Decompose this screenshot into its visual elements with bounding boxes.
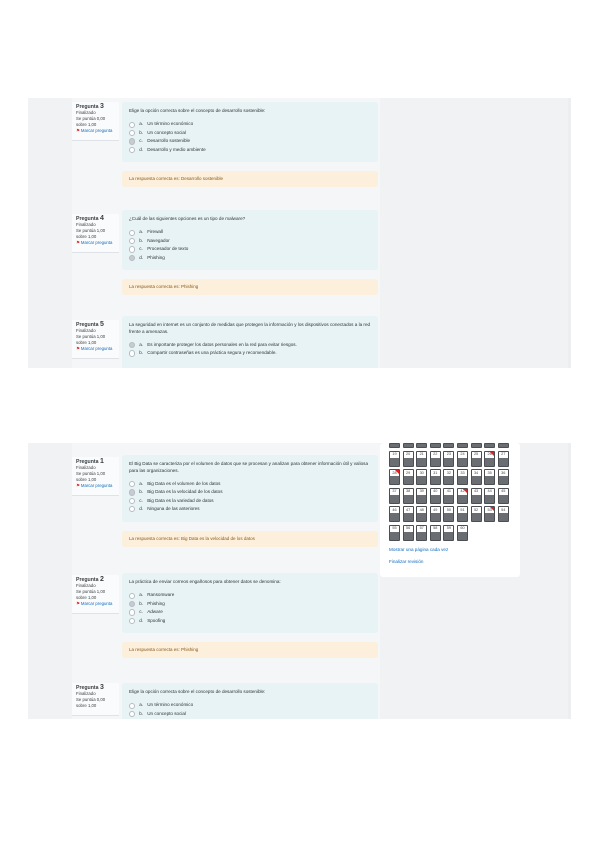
option-text: Desarrollo sostenible [147, 138, 191, 144]
option-letter: c. [139, 609, 143, 615]
quiz-nav-number: 19 [392, 452, 397, 457]
quiz-nav-number: 22 [433, 452, 438, 457]
quiz-nav-button[interactable] [443, 443, 454, 448]
quiz-navigation-grid [389, 443, 513, 541]
quiz-nav-button[interactable] [484, 488, 495, 504]
radio-button[interactable] [129, 609, 135, 615]
answer-option[interactable] [129, 488, 371, 496]
answer-option[interactable] [129, 129, 371, 137]
answer-state-indicator [417, 443, 426, 447]
quiz-nav-button[interactable] [443, 469, 454, 485]
quiz-nav-button[interactable] [457, 488, 468, 504]
answer-state-indicator [499, 476, 508, 484]
quiz-nav-number: 32 [446, 470, 451, 475]
answer-state-indicator [485, 458, 494, 466]
answer-state-indicator [431, 495, 440, 503]
quiz-nav-button[interactable] [471, 469, 482, 485]
answer-state-indicator [417, 458, 426, 466]
quiz-nav-button[interactable] [471, 488, 482, 504]
quiz-nav-number: 44 [487, 489, 492, 494]
radio-button[interactable] [129, 246, 135, 252]
answer-state-indicator [417, 513, 426, 521]
quiz-nav-number: 31 [433, 470, 438, 475]
option-text: Un concepto social [147, 710, 187, 716]
question-formulation [122, 316, 378, 368]
question-status: Finalizado [76, 583, 96, 588]
question-number-value: 4 [99, 215, 104, 222]
answer-state-indicator [472, 458, 481, 466]
question-number-label: Pregunta [76, 459, 99, 465]
answer-option[interactable] [129, 480, 371, 488]
quiz-nav-button[interactable] [403, 451, 414, 467]
answer-state-indicator [499, 495, 508, 503]
question-number-label: Pregunta [76, 216, 99, 222]
quiz-nav-button[interactable] [443, 488, 454, 504]
option-text: Ninguna de las anteriores [147, 506, 200, 512]
quiz-nav-button[interactable] [471, 451, 482, 467]
answer-state-indicator [417, 495, 426, 503]
radio-button-checked[interactable] [129, 255, 135, 261]
option-text: Phishing [147, 254, 165, 260]
radio-button[interactable] [129, 506, 135, 512]
answer-state-indicator [404, 443, 413, 447]
quiz-nav-button[interactable] [430, 488, 441, 504]
question-content [122, 102, 378, 187]
question-text: Elige la opción correcta sobre el concepto de desarrollo sostenible: [129, 108, 266, 113]
quiz-nav-number: 57 [419, 526, 424, 531]
quiz-nav-button[interactable] [403, 488, 414, 504]
question-grade: Se puntúa 1,00 sobre 1,00 [76, 589, 106, 600]
question-info [72, 683, 119, 716]
radio-button[interactable] [129, 498, 135, 504]
quiz-nav-number: 21 [419, 452, 424, 457]
answer-state-indicator [485, 513, 494, 521]
quiz-nav-button[interactable] [484, 443, 495, 448]
question-formulation [122, 210, 378, 270]
left-gutter [28, 98, 72, 368]
answer-state-indicator [444, 458, 453, 466]
question-number-label: Pregunta [76, 685, 99, 691]
quiz-nav-button[interactable] [389, 525, 400, 541]
quiz-nav-number: 60 [460, 526, 465, 531]
answer-state-indicator [472, 495, 481, 503]
answer-option[interactable] [129, 505, 371, 513]
quiz-nav-button[interactable] [498, 506, 509, 522]
quiz-nav-number: 43 [473, 489, 479, 494]
option-letter: b. [139, 237, 144, 243]
option-letter: a. [139, 480, 144, 486]
quiz-nav-number: 59 [446, 526, 451, 531]
radio-button[interactable] [129, 711, 135, 717]
answer-option[interactable] [129, 710, 371, 718]
quiz-nav-button[interactable] [389, 506, 400, 522]
quiz-nav-button[interactable] [389, 443, 400, 448]
question-number-value: 2 [99, 576, 104, 583]
answer-state-indicator [417, 532, 426, 540]
question-grade: Se puntúa 1,00 sobre 1,00 [76, 334, 106, 345]
option-text: Adware [147, 609, 163, 615]
answer-option[interactable] [129, 137, 371, 145]
question-text: El Big Data se caracteriza por el volumen de datos que se procesan y analizan para obtener información útil y valiosa para las organizaciones. [129, 461, 369, 473]
question-info [72, 214, 119, 253]
quiz-review-screenshot-top [28, 98, 571, 368]
quiz-nav-button[interactable] [443, 525, 454, 541]
left-gutter [28, 443, 72, 719]
flag-question-link[interactable]: ⚑ Marcar pregunta [76, 483, 116, 489]
quiz-nav-button[interactable] [430, 451, 441, 467]
answer-state-indicator [458, 458, 467, 466]
question-status: Finalizado [76, 110, 96, 115]
question-number-label: Pregunta [76, 104, 99, 110]
quiz-nav-button[interactable] [416, 451, 427, 467]
quiz-nav-button[interactable] [498, 443, 509, 448]
option-letter: b. [139, 600, 144, 606]
quiz-nav-number: 38 [405, 489, 411, 494]
option-letter: b. [139, 710, 144, 716]
answer-option[interactable] [129, 617, 371, 625]
option-text: Procesador de texto [147, 246, 189, 252]
option-text: Es importante proteger los datos personales en la red para evitar riesgos. [147, 341, 297, 347]
quiz-nav-button[interactable] [457, 451, 468, 467]
answer-state-indicator [444, 513, 453, 521]
answer-option[interactable] [129, 702, 371, 710]
quiz-nav-number: 41 [446, 489, 451, 494]
answer-option[interactable] [129, 497, 371, 505]
question-status: Finalizado [76, 465, 96, 470]
quiz-nav-number: 40 [433, 489, 438, 494]
option-text: Ransomware [147, 592, 175, 598]
question-content [122, 210, 378, 295]
answer-state-indicator [431, 513, 440, 521]
option-letter: d. [139, 254, 144, 260]
question-info [72, 320, 119, 359]
answer-state-indicator [499, 513, 508, 521]
correct-answer-feedback: La respuesta correcta es: Phishing [122, 279, 378, 295]
answer-state-indicator [472, 476, 481, 484]
answer-state-indicator [472, 513, 481, 521]
quiz-nav-number: 46 [392, 507, 397, 512]
quiz-nav-number: 24 [460, 452, 465, 457]
quiz-navigation-block [380, 443, 520, 577]
answer-state-indicator [472, 443, 481, 447]
quiz-nav-number: 48 [419, 507, 424, 512]
radio-button[interactable] [129, 703, 135, 709]
question-content [122, 683, 378, 719]
radio-button[interactable] [129, 130, 135, 136]
answer-state-indicator [431, 476, 440, 484]
option-letter: d. [139, 146, 144, 152]
quiz-nav-number: 58 [433, 526, 438, 531]
show-one-page-link[interactable]: Mostrar una página cada vez [389, 547, 449, 552]
finish-review-link[interactable]: Finalizar revisión [389, 559, 424, 564]
option-letter: b. [139, 129, 144, 135]
option-letter: c. [139, 138, 143, 144]
question-grade: Se puntúa 1,00 sobre 1,00 [76, 228, 106, 239]
quiz-nav-button[interactable] [484, 451, 495, 467]
quiz-nav-button[interactable] [443, 506, 454, 522]
answer-state-indicator [417, 476, 426, 484]
quiz-nav-button[interactable] [403, 506, 414, 522]
option-text: Navegador [147, 237, 170, 243]
radio-button-checked[interactable] [129, 489, 135, 495]
answer-state-indicator [390, 532, 399, 540]
answer-option[interactable] [129, 121, 371, 129]
question-formulation [122, 683, 378, 719]
quiz-nav-number: 23 [446, 452, 451, 457]
answer-option[interactable] [129, 608, 371, 616]
quiz-nav-number: 54 [501, 507, 506, 512]
question-content [122, 455, 378, 547]
radio-button-checked[interactable] [129, 601, 135, 607]
answer-state-indicator [404, 458, 413, 466]
quiz-nav-number: 49 [433, 507, 438, 512]
answer-option[interactable] [129, 341, 371, 349]
flag-question-link[interactable]: ⚑ Marcar pregunta [76, 128, 116, 134]
question-text: La práctica de enviar correos engañosos para obtener datos se denomina: [129, 579, 281, 584]
radio-button[interactable] [129, 593, 135, 599]
quiz-nav-number: 39 [419, 489, 424, 494]
quiz-nav-button[interactable] [471, 506, 482, 522]
answer-state-indicator [458, 513, 467, 521]
option-letter: a. [139, 592, 144, 598]
quiz-nav-number: 42 [460, 489, 465, 494]
quiz-nav-button[interactable] [498, 469, 509, 485]
answer-state-indicator [444, 443, 453, 447]
quiz-nav-button[interactable] [457, 469, 468, 485]
answer-state-indicator [444, 495, 453, 503]
quiz-nav-button[interactable] [457, 525, 468, 541]
question-grade: Se puntúa 0,00 sobre 1,00 [76, 697, 106, 708]
question-info [72, 102, 119, 141]
option-text: Desarrollo y medio ambiente [147, 146, 206, 152]
quiz-nav-number: 33 [460, 470, 465, 475]
quiz-nav-button[interactable] [484, 469, 495, 485]
option-letter: a. [139, 341, 144, 347]
correct-answer-feedback: La respuesta correcta es: Desarrollo sostenible [122, 171, 378, 187]
question-text: La seguridad en internet es un conjunto de medidas que protegen la información y los dispositivos conectados a la red frente a amenazas. [129, 322, 371, 334]
quiz-nav-number: 35 [487, 470, 492, 475]
quiz-nav-number: 27 [501, 452, 506, 457]
quiz-nav-number: 52 [473, 507, 479, 512]
quiz-nav-number: 36 [501, 470, 506, 475]
radio-button[interactable] [129, 618, 135, 624]
option-text: Big Data es la velocidad de los datos [147, 489, 223, 495]
quiz-nav-button[interactable] [389, 488, 400, 504]
radio-button[interactable] [129, 350, 135, 356]
radio-button-checked[interactable] [129, 138, 135, 144]
answer-state-indicator [458, 495, 467, 503]
option-text: Un concepto social [147, 129, 187, 135]
answer-state-indicator [444, 532, 453, 540]
quiz-nav-button[interactable] [430, 443, 441, 448]
radio-button-checked[interactable] [129, 342, 135, 348]
quiz-nav-number: 37 [392, 489, 397, 494]
question-number-value: 3 [99, 684, 104, 691]
answer-state-indicator [390, 513, 399, 521]
quiz-nav-button[interactable] [403, 525, 414, 541]
answer-state-indicator [485, 476, 494, 484]
option-letter: d. [139, 617, 144, 623]
question-formulation [122, 102, 378, 162]
answer-state-indicator [444, 476, 453, 484]
quiz-nav-button[interactable] [403, 469, 414, 485]
answer-state-indicator [390, 476, 399, 484]
quiz-nav-button[interactable] [484, 506, 495, 522]
answer-state-indicator [458, 443, 467, 447]
question-number-value: 5 [99, 321, 104, 328]
quiz-nav-number: 56 [405, 526, 411, 531]
flag-question-link[interactable]: ⚑ Marcar pregunta [76, 240, 116, 246]
question-formulation [122, 573, 378, 633]
correct-answer-feedback: La respuesta correcta es: Big Data es la velocidad de los datos [122, 531, 378, 547]
answer-option[interactable] [129, 592, 371, 600]
option-letter: a. [139, 121, 144, 127]
correct-answer-feedback: La respuesta correcta es: Phishing [122, 642, 378, 658]
flag-question-link[interactable]: ⚑ Marcar pregunta [76, 346, 116, 352]
quiz-nav-button[interactable] [430, 506, 441, 522]
quiz-nav-number: 55 [392, 526, 397, 531]
question-number-label: Pregunta [76, 577, 99, 583]
answer-state-indicator [404, 495, 413, 503]
question-status: Finalizado [76, 328, 96, 333]
quiz-nav-number: 20 [405, 452, 411, 457]
option-letter: c. [139, 497, 143, 503]
quiz-nav-button[interactable] [416, 469, 427, 485]
quiz-nav-button[interactable] [471, 443, 482, 448]
quiz-nav-button[interactable] [430, 525, 441, 541]
answer-option[interactable] [129, 349, 371, 357]
question-status: Finalizado [76, 222, 96, 227]
answer-state-indicator [431, 458, 440, 466]
answer-state-indicator [404, 513, 413, 521]
quiz-nav-button[interactable] [498, 451, 509, 467]
radio-button[interactable] [129, 238, 135, 244]
option-letter: c. [139, 246, 143, 252]
question-content [122, 573, 378, 658]
quiz-nav-number: 29 [405, 470, 411, 475]
answer-option[interactable] [129, 245, 371, 253]
answer-state-indicator [390, 443, 399, 447]
option-letter: a. [139, 702, 144, 708]
answer-option[interactable] [129, 229, 371, 237]
answer-option[interactable] [129, 237, 371, 245]
question-text: Elige la opción correcta sobre el concepto de desarrollo sostenible: [129, 689, 266, 694]
option-letter: d. [139, 506, 144, 512]
answer-state-indicator [485, 495, 494, 503]
question-text: ¿Cuál de las siguientes opciones es un tipo de malware? [129, 216, 246, 221]
option-letter: b. [139, 350, 144, 356]
option-text: Big Data es el volumen de los datos [147, 480, 221, 486]
quiz-nav-button[interactable] [443, 451, 454, 467]
answer-state-indicator [458, 476, 467, 484]
question-status: Finalizado [76, 691, 96, 696]
question-info [72, 575, 119, 614]
answer-state-indicator [431, 443, 440, 447]
quiz-nav-button[interactable] [430, 469, 441, 485]
quiz-nav-button[interactable] [416, 443, 427, 448]
option-text: Compartir contraseñas es una práctica segura y recomendable. [147, 350, 277, 356]
option-text: Phishing [147, 600, 165, 606]
answer-state-indicator [485, 443, 494, 447]
radio-button[interactable] [129, 122, 135, 128]
question-grade: Se puntúa 0,00 sobre 1,00 [76, 116, 106, 127]
question-number-value: 3 [99, 103, 104, 110]
option-text: Un término económico [147, 121, 194, 127]
option-text: Big Data es la variedad de datos [147, 497, 214, 503]
option-letter: b. [139, 489, 144, 495]
quiz-nav-number: 26 [487, 452, 492, 457]
answer-option[interactable] [129, 254, 371, 262]
quiz-nav-number: 25 [473, 452, 479, 457]
answer-state-indicator [431, 532, 440, 540]
quiz-nav-number: 45 [501, 489, 506, 494]
question-formulation [122, 455, 378, 522]
flag-question-link[interactable]: ⚑ Marcar pregunta [76, 601, 116, 607]
quiz-nav-button[interactable] [416, 506, 427, 522]
option-letter: a. [139, 229, 144, 235]
option-text: Un término económico [147, 702, 194, 708]
quiz-nav-button[interactable] [389, 451, 400, 467]
radio-button[interactable] [129, 481, 135, 487]
quiz-nav-number: 34 [473, 470, 479, 475]
answer-option[interactable] [129, 600, 371, 608]
answer-state-indicator [390, 458, 399, 466]
answer-state-indicator [404, 476, 413, 484]
quiz-nav-button[interactable] [403, 443, 414, 448]
question-number-label: Pregunta [76, 322, 99, 328]
quiz-review-screenshot-bottom [28, 443, 571, 719]
quiz-nav-button[interactable] [416, 525, 427, 541]
quiz-nav-number: 51 [460, 507, 465, 512]
answer-state-indicator [499, 458, 508, 466]
option-text: Firewall [147, 229, 164, 235]
radio-button[interactable] [129, 230, 135, 236]
quiz-nav-button[interactable] [389, 469, 400, 485]
radio-button[interactable] [129, 147, 135, 153]
quiz-nav-button[interactable] [416, 488, 427, 504]
quiz-nav-button[interactable] [457, 443, 468, 448]
question-grade: Se puntúa 1,00 sobre 1,00 [76, 471, 106, 482]
answer-option[interactable] [129, 146, 371, 154]
quiz-nav-button[interactable] [498, 488, 509, 504]
quiz-nav-number: 28 [392, 470, 397, 475]
answer-state-indicator [499, 443, 508, 447]
question-number-value: 1 [99, 458, 104, 465]
quiz-nav-number: 53 [487, 507, 492, 512]
quiz-nav-number: 47 [405, 507, 411, 512]
question-info [72, 457, 119, 496]
quiz-nav-button[interactable] [457, 506, 468, 522]
right-column [380, 98, 568, 368]
quiz-nav-number: 30 [419, 470, 424, 475]
answer-state-indicator [458, 532, 467, 540]
answer-state-indicator [404, 532, 413, 540]
quiz-nav-number: 50 [446, 507, 451, 512]
answer-state-indicator [390, 495, 399, 503]
question-content [122, 316, 378, 368]
option-text: Spoofing [147, 617, 166, 623]
